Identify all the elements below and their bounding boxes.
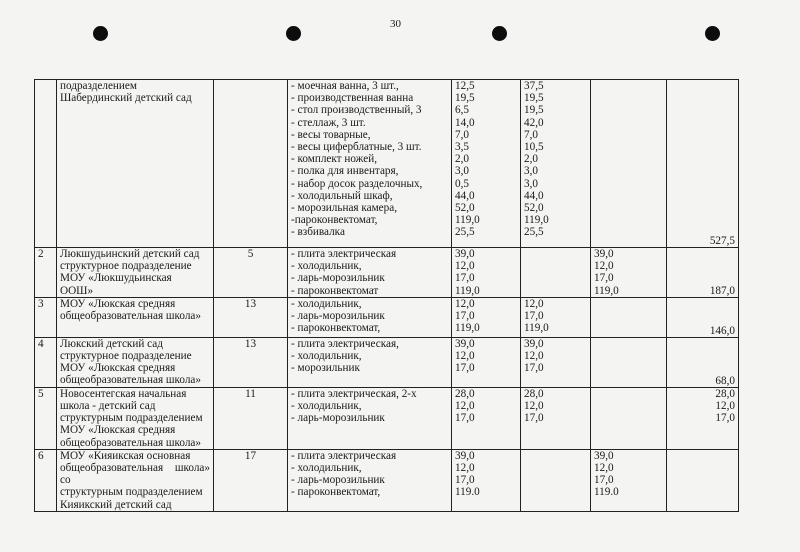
cell-line: 12,0: [594, 462, 614, 475]
institution-cell: [57, 80, 214, 248]
cell-line: 7,0: [524, 128, 538, 141]
value-col3-cell: [591, 297, 667, 337]
cell-line: 3,0: [524, 177, 538, 190]
cell-line: 17,0: [524, 412, 544, 425]
cell-line: 119,0: [524, 322, 549, 335]
cell-line: - ларь-морозильник: [291, 412, 385, 425]
cell-line: 0,5: [455, 177, 469, 190]
cell-line: МОУ «Кияикская основная: [60, 449, 191, 462]
cell-line: 28,0: [455, 387, 475, 400]
cell-line: 12,0: [524, 350, 544, 363]
cell-text: 17: [244, 449, 257, 462]
cell-line: 17,0: [524, 310, 544, 323]
table-row: [35, 297, 739, 337]
cell-line: 119,0: [455, 322, 480, 335]
cell-line: 12,0: [524, 297, 544, 310]
cell-line: - взбивалка: [291, 226, 345, 239]
cell-line: - ларь-морозильник: [291, 310, 385, 323]
cell-line: - стеллаж, 3 шт.: [291, 116, 366, 129]
cell-line: МОУ «Люкшудьинская: [60, 272, 172, 285]
cell-line: 52,0: [524, 202, 544, 215]
value-col1-cell: [452, 449, 521, 511]
cell-line: 39,0: [594, 248, 614, 260]
cell-line: 25,5: [524, 226, 544, 239]
cell-line: 119,0: [524, 214, 549, 227]
cell-line: МОУ «Люкская средняя: [60, 362, 176, 375]
cell-line: - стол производственный, 3: [291, 104, 422, 117]
cell-line: 12,5: [455, 80, 475, 92]
punch-hole-3: [492, 26, 507, 41]
cell-line: 6,5: [455, 104, 469, 117]
count-cell: [214, 80, 288, 248]
equipment-cell: [288, 337, 452, 387]
value-col2-cell: [521, 80, 591, 248]
cell-text: 5: [247, 248, 254, 260]
cell-line: - моечная ванна, 3 шт.,: [291, 80, 399, 92]
page-number: 30: [390, 18, 401, 30]
cell-line: 12,0: [594, 260, 614, 273]
cell-line: - морозильная камера,: [291, 202, 398, 215]
table-row: [35, 387, 739, 449]
punch-hole-1: [93, 26, 108, 41]
cell-text: 5: [38, 387, 44, 400]
equipment-cell: [288, 297, 452, 337]
cell-line: 28,0: [524, 387, 544, 400]
cell-line: школа - детский сад: [60, 400, 156, 413]
value-col3-cell: [591, 80, 667, 248]
table-row: [35, 248, 739, 298]
value-col3-cell: [591, 387, 667, 449]
cell-line: - плита электрическая: [291, 449, 397, 462]
cell-line: 28,0: [715, 387, 735, 400]
cell-line: общеобразовательная школа»: [60, 436, 201, 449]
equipment-cell: [288, 80, 452, 248]
cell-line: 19,5: [524, 104, 544, 117]
value-col2-cell: [521, 248, 591, 298]
row-number: [35, 387, 57, 449]
cell-line: 14,0: [455, 116, 475, 129]
cell-line: 17,0: [524, 362, 544, 375]
total-cell: [667, 337, 739, 387]
cell-line: 39,0: [524, 337, 544, 350]
cell-line: 17,0: [455, 474, 475, 487]
cell-line: - морозильник: [291, 362, 360, 375]
count-cell: [214, 297, 288, 337]
cell-line: 187,0: [709, 284, 735, 297]
cell-line: - плита электрическая,: [291, 337, 399, 350]
cell-line: 68,0: [715, 374, 735, 387]
cell-text: 13: [244, 337, 257, 350]
punch-hole-2: [286, 26, 301, 41]
cell-line: 146,0: [709, 324, 735, 337]
cell-line: - ларь-морозильник: [291, 272, 385, 285]
cell-line: 12,0: [455, 260, 475, 273]
cell-line: 17,0: [594, 474, 614, 487]
cell-line: общеобразовательная школа»: [60, 374, 201, 387]
cell-line: - холодильник,: [291, 260, 362, 273]
cell-line: 19,5: [455, 92, 475, 105]
cell-line: 12,0: [455, 400, 475, 413]
cell-line: 17,0: [594, 272, 614, 285]
count-cell: [214, 337, 288, 387]
cell-line: 39,0: [455, 337, 475, 350]
cell-line: общеобразовательная школа»: [60, 310, 201, 323]
row-number: [35, 80, 57, 248]
row-number: [35, 337, 57, 387]
table-row: [35, 449, 739, 511]
cell-line: Кияикский детский сад: [60, 498, 172, 511]
cell-line: МОУ «Люкская средняя: [60, 297, 176, 310]
value-col3-cell: [591, 248, 667, 298]
value-col2-cell: [521, 297, 591, 337]
cell-line: 3,0: [455, 165, 469, 178]
cell-line: 12,0: [524, 400, 544, 413]
cell-line: 12,0: [455, 462, 475, 475]
cell-line: -пароконвектомат,: [291, 214, 378, 227]
punch-hole-4: [705, 26, 720, 41]
table-row: [35, 80, 739, 248]
cell-line: 119,0: [594, 284, 619, 297]
cell-line: 527,5: [709, 234, 735, 247]
cell-line: 12,0: [455, 297, 475, 310]
cell-text: 2: [38, 248, 44, 260]
cell-line: структурным подразделением: [60, 412, 203, 425]
total-cell: [667, 248, 739, 298]
cell-line: 17,0: [455, 412, 475, 425]
equipment-cell: [288, 449, 452, 511]
value-col2-cell: [521, 337, 591, 387]
cell-line: 10,5: [524, 141, 544, 154]
cell-line: Шабердинский детский сад: [60, 92, 192, 105]
count-cell: [214, 449, 288, 511]
equipment-cell: [288, 387, 452, 449]
cell-line: 7,0: [455, 128, 469, 141]
cell-line: 39,0: [455, 248, 475, 260]
row-number: [35, 449, 57, 511]
value-col1-cell: [452, 248, 521, 298]
count-cell: [214, 248, 288, 298]
cell-line: 39,0: [455, 449, 475, 462]
total-cell: [667, 387, 739, 449]
cell-text: 11: [245, 387, 256, 400]
cell-text: 13: [244, 297, 257, 310]
cell-line: - холодильник,: [291, 462, 362, 475]
total-cell: [667, 449, 739, 511]
cell-line: - плита электрическая, 2-х: [291, 387, 417, 400]
cell-line: - набор досок разделочных,: [291, 177, 423, 190]
cell-line: 19,5: [524, 92, 544, 105]
cell-line: - весы циферблатные, 3 шт.: [291, 141, 422, 154]
cell-line: - пароконвектомат: [291, 284, 379, 297]
row-number: [35, 248, 57, 298]
cell-line: 12,0: [715, 400, 735, 413]
cell-line: - ларь-морозильник: [291, 474, 385, 487]
cell-line: 119,0: [455, 284, 480, 297]
cell-text: 3: [38, 297, 44, 310]
value-col3-cell: [591, 337, 667, 387]
row-number: [35, 297, 57, 337]
cell-line: ООШ»: [60, 284, 94, 297]
cell-line: - пароконвектомат,: [291, 322, 381, 335]
cell-line: 3,5: [455, 141, 469, 154]
cell-line: 2,0: [524, 153, 538, 166]
cell-line: - полка для инвентаря,: [291, 165, 399, 178]
cell-line: - производственная ванна: [291, 92, 414, 105]
institution-cell: [57, 248, 214, 298]
table-row: [35, 337, 739, 387]
cell-line: - холодильник,: [291, 350, 362, 363]
value-col2-cell: [521, 449, 591, 511]
cell-text: 4: [38, 337, 44, 350]
equipment-table: [34, 79, 739, 512]
cell-line: 17,0: [715, 412, 735, 425]
cell-line: - холодильник,: [291, 297, 362, 310]
value-col1-cell: [452, 337, 521, 387]
cell-line: 52,0: [455, 202, 475, 215]
total-cell: [667, 297, 739, 337]
cell-line: 44,0: [524, 189, 544, 202]
cell-line: - плита электрическая: [291, 248, 397, 260]
cell-text: 6: [38, 449, 44, 462]
cell-line: 44,0: [455, 189, 475, 202]
cell-line: Новосентегская начальная: [60, 387, 187, 400]
cell-line: 17,0: [455, 310, 475, 323]
institution-cell: [57, 449, 214, 511]
cell-line: 119.0: [594, 486, 619, 499]
cell-line: - комплект ножей,: [291, 153, 377, 166]
cell-line: 37,5: [524, 80, 544, 92]
cell-line: - холодильный шкаф,: [291, 189, 393, 202]
total-cell: [667, 80, 739, 248]
cell-line: 12,0: [455, 350, 475, 363]
value-col2-cell: [521, 387, 591, 449]
cell-line: структурным подразделением: [60, 486, 203, 499]
institution-cell: [57, 337, 214, 387]
cell-line: Люкский детский сад: [60, 337, 163, 350]
cell-line: Люкшудьинский детский сад: [60, 248, 200, 260]
cell-line: структурное подразделение: [60, 350, 192, 363]
cell-line: 25,5: [455, 226, 475, 239]
equipment-cell: [288, 248, 452, 298]
cell-line: общеобразовательная школа» со: [60, 462, 210, 487]
cell-line: - пароконвектомат,: [291, 486, 381, 499]
cell-line: 119.0: [455, 486, 480, 499]
institution-cell: [57, 387, 214, 449]
cell-line: 17,0: [455, 362, 475, 375]
cell-line: 119,0: [455, 214, 480, 227]
cell-line: - весы товарные,: [291, 128, 371, 141]
cell-line: 39,0: [594, 449, 614, 462]
value-col1-cell: [452, 387, 521, 449]
value-col3-cell: [591, 449, 667, 511]
cell-line: - холодильник,: [291, 400, 362, 413]
cell-line: МОУ «Люкская средняя: [60, 424, 176, 437]
count-cell: [214, 387, 288, 449]
cell-line: 17,0: [455, 272, 475, 285]
value-col1-cell: [452, 297, 521, 337]
institution-cell: [57, 297, 214, 337]
cell-line: 2,0: [455, 153, 469, 166]
cell-line: структурное подразделение: [60, 260, 192, 273]
value-col1-cell: [452, 80, 521, 248]
cell-line: подразделением: [60, 80, 137, 92]
cell-line: 42,0: [524, 116, 544, 129]
cell-line: 3,0: [524, 165, 538, 178]
